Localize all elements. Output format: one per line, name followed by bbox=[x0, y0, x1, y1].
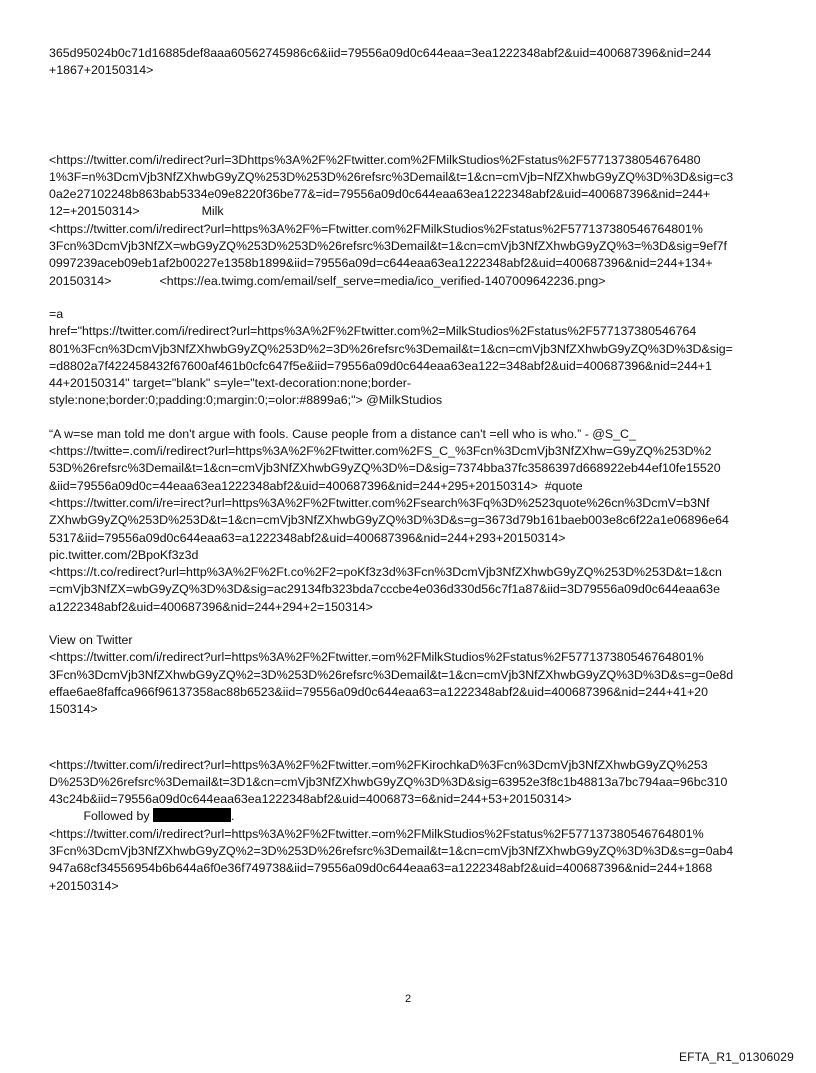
spacer bbox=[49, 290, 771, 306]
bates-stamp: EFTA_R1_01306029 bbox=[678, 1050, 794, 1064]
text-block-6-period: . bbox=[231, 809, 235, 824]
spacer bbox=[49, 80, 771, 152]
text-block-5: View on Twitter <https://twitter.com/i/redirect?url=https%3A%2F%2Ftwitter.=om%2FMilkStudios%2Fstatus%2F577137380546764801% 3Fcn%3DcmVjb3NfZXhwbG9yZQ%2=3D%253D%26refsrc%3Demail&t=1&cn=cmVjb3NfZXhwbG9yZQ%3D%3D&s=g=0e8d effae6ae8faffca966f96137358ac88b6523&iid=79556a09d0c644eaa63=a1222348abf2&uid=400687396&nid=244+41+20 150314> bbox=[49, 633, 734, 717]
document-body bbox=[49, 45, 771, 895]
spacer bbox=[49, 719, 771, 757]
text-block-1: 365d95024b0c71d16885def8aaa60562745986c6&iid=79556a09d0c644eaa=3ea1222348abf2&uid=400687396&nid=244 +1867+20150314> bbox=[49, 46, 712, 78]
page-number: 2 bbox=[404, 993, 412, 1005]
text-block-6 bbox=[49, 757, 771, 826]
text-block-2: <https://twitter.com/i/redirect?url=3Dhttps%3A%2F%2Ftwitter.com%2FMilkStudios%2Fstatus%2F57713738054676480 1%3F=n%3DcmVjb3NfZXhwbG9yZQ%253D%253D%26refsrc%3Demail&t=1&cn=cmVjb=NfZXhwbG9yZQ%3D%3D&sig=c3 0a2e27102248b863bab5334e09e8220f36be77&=id=79556a09d0c644eaa63ea1222348abf2&uid=400687396&nid=244+ 12=+20150314> Milk <https://twitter.com/i/redirect?url=https%3A%2F%=Ftwitter.com%2FMilkStudios%2Fstatus%2F577137380546764801% 3Fcn%3DcmVjb3NfZX=wbG9yZQ%253D%253D%26refsrc%3Demail&t=1&cn=cmVjb3NfZXhwbG9yZQ%3=%3D&sig=9ef7f 0997239aceb09eb1af2b00227e1358b1899&iid=79556a09d=c644eaa63ea1222348abf2&uid=400687396&nid=244+134+ 20150314> <https://ea.twimg.com/email/self_serve=media/ico_verified-1407009642236.png> bbox=[49, 152, 734, 288]
text-block-6-pre: <https://twitter.com/i/redirect?url=https%3A%2F%2Ftwitter.=om%2FKirochkaD%3Fcn%3DcmVjb3NfZXhwbG9yZQ%253 D%253D%26refsrc%3Demail&t=3D1&cn=cmVjb3NfZXhwbG9yZQ%3D%3D&sig=63952e3f8c1b48813a7bc794aa=96bc310 43c24b&iid=79556a09d0c644eaa63ea1222348abf2&uid=4006873=6&nid=244+53+20150314> Followed by bbox=[49, 757, 728, 824]
text-block-4: “A w=se man told me don't argue with fools. Cause people from a distance can't =ell who is who.” - @S_C_ <https://twitte=.com/i/redirect?url=https%3A%2F%2Ftwitter.com%2FS_C_%3Fcn%3DcmVjb3NfZXhw=G9yZQ%253D%2 53D%26refsrc%3Demail&t=1&cn=cmVjb3NfZXhwbG9yZQ%3D%=D&sig=7374bba37fc3586397d668922eb44ef10fe15520 &iid=79556a09d0c=44eaa63ea1222348abf2&uid=400687396&nid=244+295+20150314> #quote <https://twitter.com/i/re=irect?url=https%3A%2F%2Ftwitter.com%2Fsearch%3Fq%3D%2523quote%26cn%3DcmV=b3Nf ZXhwbG9yZQ%253D%253D&t=1&cn=cmVjb3NfZXhwbG9yZQ%3D%3D&s=g=3673d79b161baeb003e8c6f22a1e06896e64 5317&iid=79556a09d0c644eaa63=a1222348abf2&uid=400687396&nid=244+293+20150314> pic.twitter.com/2BpoKf3z3d <https://t.co/redirect?url=http%3A%2F%2Ft.co%2F2=poKf3z3d%3Fcn%3DcmVjb3NfZXhwbG9yZQ%253D%253D&t=1&cn =cmVjb3NfZX=wbG9yZQ%3D%3D&sig=ac29134fb323bda7cccbe4e036d330d56c7f1a87&iid=3D79556a09d0c644eaa63e a1222348abf2&uid=400687396&nid=244+294+2=150314> bbox=[49, 426, 729, 614]
spacer bbox=[49, 410, 771, 426]
text-block-3: =a href="https://twitter.com/i/redirect?url=https%3A%2F%2Ftwitter.com%2=MilkStudios%2Fstatus%2F577137380546764 801%3Fcn%3DcmVjb3NfZXhwbG9yZQ%253D%2=3D%26refsrc%3Demail&t=1&cn=cmVjb3NfZXhwbG9yZQ%3D%3D&sig= =d8802a7f422458432f67600af461b0cfc647f5e&iid=79556a09d0c644eaa63ea122=348abf2&uid=400687396&nid=244+1 44+20150314" target="blank" s=yle="text-decoration:none;border- style:none;border:0;padding:0;margin:0;=olor:#8899a6;"> @MilkStudios bbox=[49, 306, 733, 408]
text-block-7: <https://twitter.com/i/redirect?url=https%3A%2F%2Ftwitter.=om%2FMilkStudios%2Fstatus%2F577137380546764801% 3Fcn%3DcmVjb3NfZXhwbG9yZQ%2=3D%253D%26refsrc%3Demail&t=1&cn=cmVjb3NfZXhwbG9yZQ%3D%3D&s=g=0ab4 947a68cf34556954b6b644a6f0e36f749738&iid=79556a09d0c644eaa63=a1222348abf2&uid=400687396&nid=244+1868 +20150314> bbox=[49, 826, 734, 893]
redaction-box bbox=[153, 808, 231, 822]
spacer bbox=[49, 616, 771, 632]
